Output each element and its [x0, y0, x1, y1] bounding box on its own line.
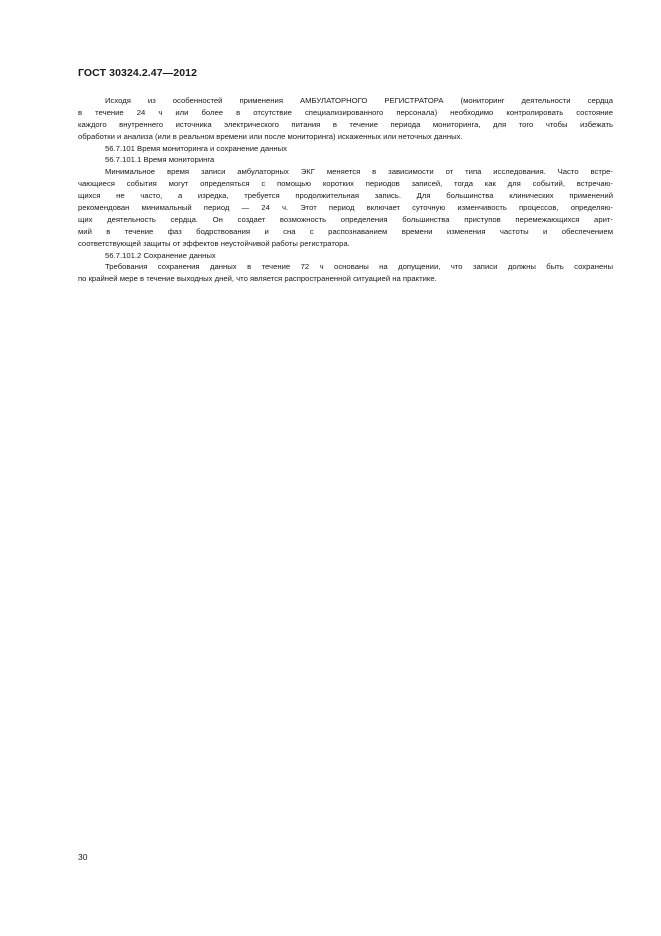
text-line: щихся не часто, а изредка, требуется продолжительная запись. Для большинства клинических применений — [78, 191, 613, 201]
text-line: обработки и анализа (или в реальном времени или после мониторинга) искаженных или неточных данных. — [78, 131, 463, 141]
body-text — [78, 95, 613, 285]
page-number: 30 — [78, 852, 88, 862]
text-line: Минимальное время записи амбулаторных ЭКГ меняется в зависимости от типа исследования. Часто встре- — [105, 167, 613, 177]
text-line: Исходя из особенностей применения АМБУЛАТОРНОГО РЕГИСТРАТОРА (мониторинг деятельности сердца — [105, 96, 613, 105]
text-line: в течение 24 ч или более в отсутствие специализированного персонала) необходимо контролировать состояние — [78, 107, 613, 117]
text-line: чающиеся события могут определяться с помощью коротких периодов записей, тогда как для событий, встречаю- — [78, 179, 613, 189]
subsection-heading: 56.7.101.1 Время мониторинга — [105, 155, 215, 165]
section-heading: 56.7.101 Время мониторинга и сохранение данных — [105, 143, 288, 153]
text-line: каждого внутреннего источника электрического питания в течение периода мониторинга, для того чтобы избежать — [78, 119, 613, 129]
text-line: мий в течение фаз бодрствования и сна с распознаванием времени изменения частоты и обеспечением — [78, 226, 613, 236]
subsection-heading: 56.7.101.2 Сохранение данных — [105, 250, 216, 260]
standard-header: ГОСТ 30324.2.47—2012 — [78, 67, 198, 79]
text-line: по крайней мере в течение выходных дней, что является распространенной ситуацией на практике. — [78, 274, 437, 284]
text-line: рекомендован минимальный период — 24 ч. Этот период включает суточную изменчивость процессов, определяю- — [78, 203, 613, 213]
text-line: Требования сохранения данных в течение 72 ч основаны на допущении, что записи должны быть сохранены — [105, 262, 613, 272]
text-line: щих деятельность сердца. Он создает возможность определения большинства приступов перемежающихся арит- — [78, 214, 613, 224]
text-line: соответствующей защиты от эффектов неустойчивой работы регистратора. — [78, 238, 350, 248]
